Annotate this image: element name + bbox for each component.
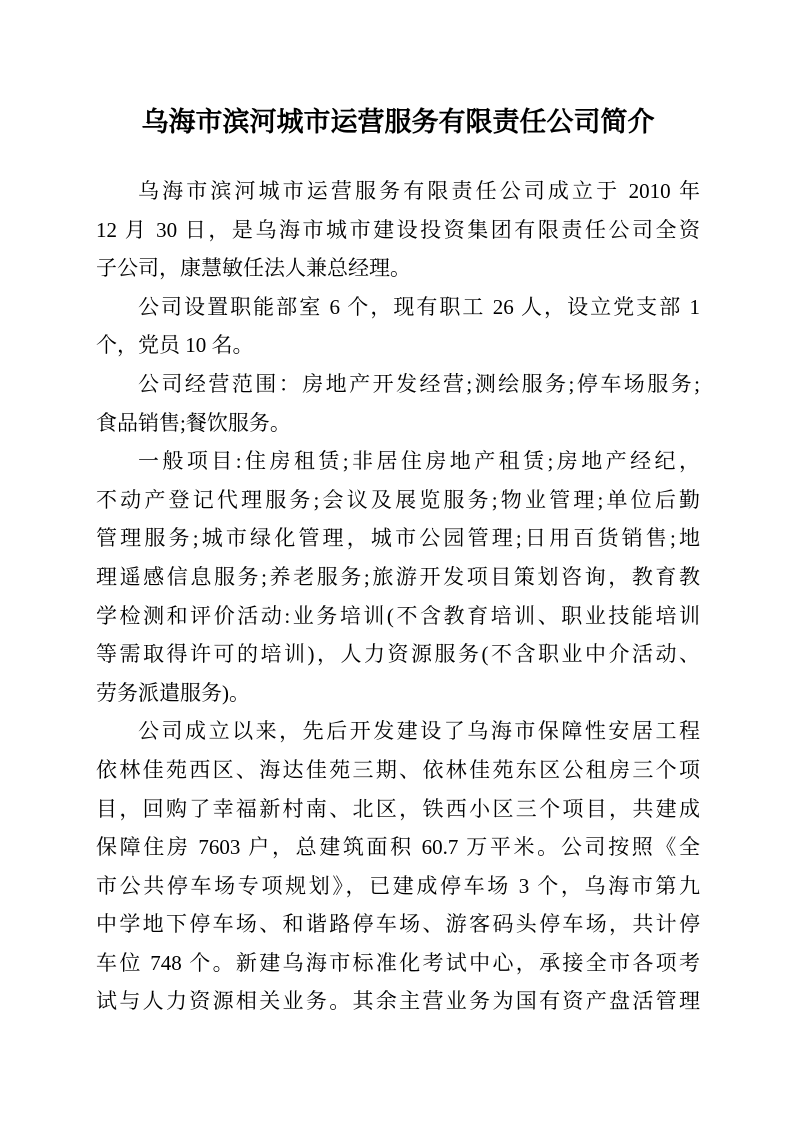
text-line: 公司成立以来，先后开发建设了乌海市保障性安居工程 (138, 719, 700, 744)
text-line: 一般项目:住房租赁;非居住房地产租赁;房地产经纪， (138, 449, 700, 474)
text-line: 车位 748 个。新建乌海市标准化考试中心，承接全市各项考 (96, 950, 700, 975)
text-line: 市公共停车场专项规划》，已建成停车场 3 个，乌海市第九 (96, 873, 700, 898)
paragraph-business-scope (96, 365, 700, 442)
paragraph-achievements (96, 712, 700, 1021)
text-line: 试与人力资源相关业务。其余主营业务为国有资产盘活管理 (96, 989, 700, 1014)
text-line: 12 月 30 日，是乌海市城市建设投资集团有限责任公司全资 (96, 217, 700, 242)
paragraph-general-projects (96, 442, 700, 712)
text-line: 个，党员 10 名。 (96, 333, 254, 358)
text-line: 管理服务;城市绿化管理，城市公园管理;日用百货销售;地 (96, 526, 700, 551)
text-line: 子公司，康慧敏任法人兼总经理。 (96, 256, 411, 281)
paragraph-staff (96, 288, 700, 365)
text-line: 理遥感信息服务;养老服务;旅游开发项目策划咨询，教育教 (96, 564, 700, 589)
text-line: 等需取得许可的培训)，人力资源服务(不含职业中介活动、 (96, 642, 700, 667)
text-line: 依林佳苑西区、海达佳苑三期、依林佳苑东区公租房三个项 (96, 757, 700, 782)
text-line: 乌海市滨河城市运营服务有限责任公司成立于 2010 年 (138, 179, 700, 203)
document-content (96, 103, 700, 1021)
text-line: 目，回购了幸福新村南、北区，铁西小区三个项目，共建成 (96, 796, 700, 821)
text-line: 公司经营范围：房地产开发经营;测绘服务;停车场服务; (138, 371, 700, 396)
text-line: 学检测和评价活动:业务培训(不含教育培训、职业技能培训 (96, 603, 700, 628)
paragraph-company-founding (96, 172, 700, 288)
text-line: 中学地下停车场、和谐路停车场、游客码头停车场，共计停 (96, 912, 700, 937)
text-line: 劳务派遣服务)。 (96, 680, 250, 705)
page-title: 乌海市滨河城市运营服务有限责任公司简介 (141, 107, 655, 137)
text-line: 保障住房 7603 户，总建筑面积 60.7 万平米。公司按照《全 (96, 835, 700, 860)
text-line: 不动产登记代理服务;会议及展览服务;物业管理;单位后勤 (96, 487, 700, 512)
text-line: 食品销售;餐饮服务。 (96, 410, 291, 435)
text-line: 公司设置职能部室 6 个，现有职工 26 人，设立党支部 1 (138, 294, 700, 319)
